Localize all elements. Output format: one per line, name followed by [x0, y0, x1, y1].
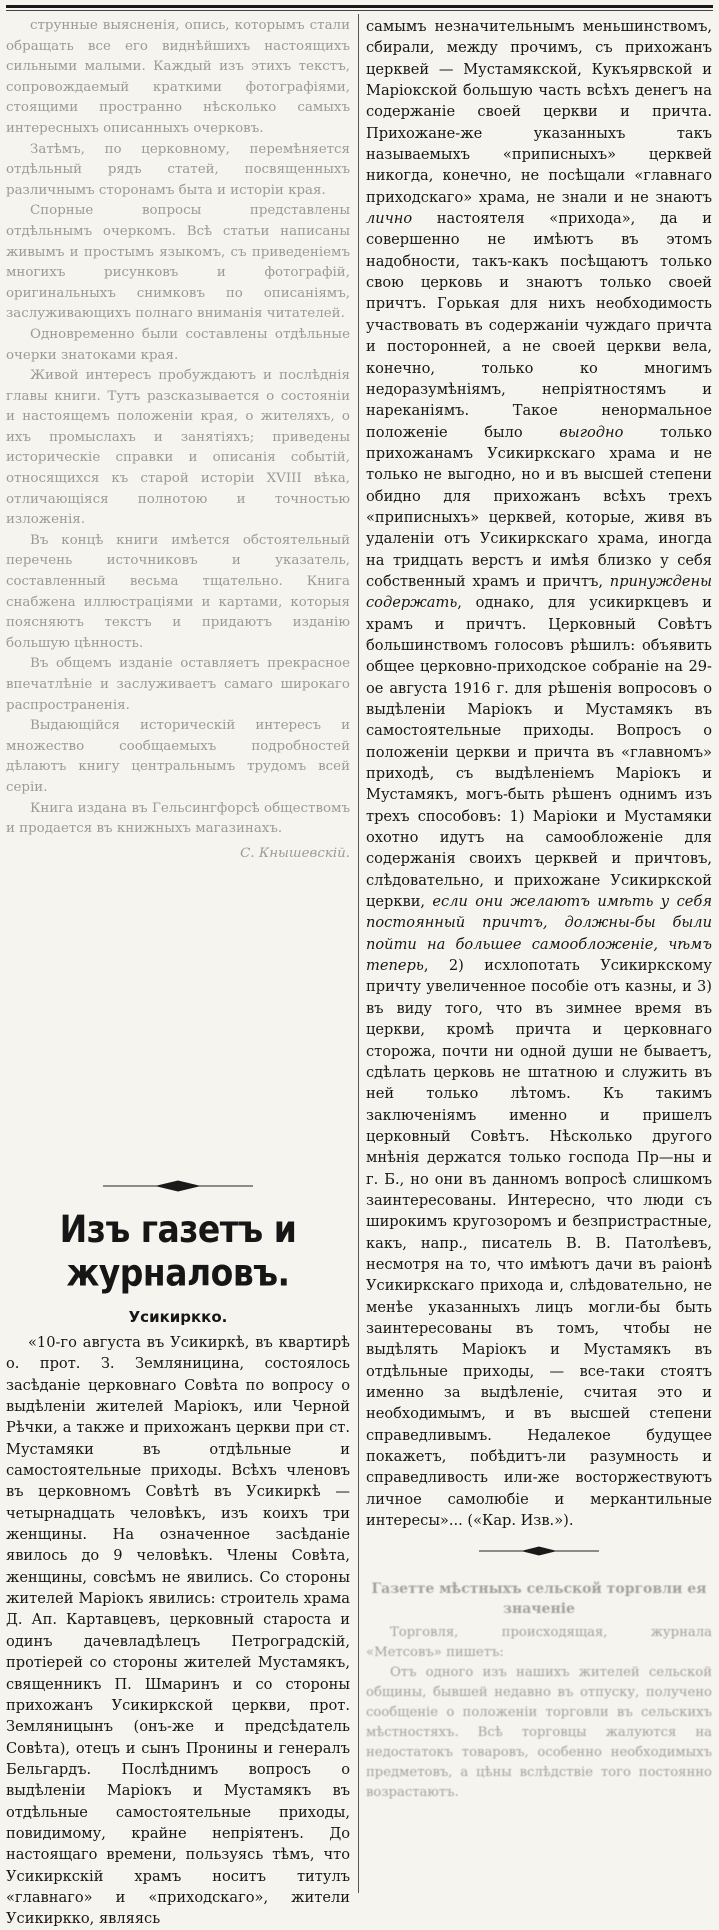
- section-divider-ornament: [6, 1176, 350, 1196]
- article-body: «10-го августа въ Усикиркѣ, въ квартирѣ о. прот. З. Земляницина, состоялось засѣданіе церковнаго Совѣта по вопросу о выдѣленіи жителей Маріокъ, или Черной Рѣчки, а также и прихожанъ церкви при ст. Мустамяки въ отдѣльные и самостоятельные приходы. Всѣхъ членовъ въ церковномъ Совѣтѣ въ Усикиркѣ — четырнадцать человѣкъ, изъ коихъ три женщины. На означенное засѣданіе явилось до 9 человѣкъ. Члены Совѣта, женщины, совсѣмъ не явились. Со стороны жителей Маріокъ явились: строитель храма Д. Ап. Картавцевъ, церковный староста и одинъ дачевладѣлецъ Петроградскій, протіерей со стороны жителей Мустамякъ, священникъ П. Шмаринъ и со стороны прихожанъ Усикиркской церкви, прот. Земляницынъ (онъ-же и предсѣдатель Совѣта), отецъ и сынъ Пронины и генералъ Бельгардъ. Послѣднимъ вопросъ о выдѣленіи Маріокъ и Мустамякъ въ отдѣльные самостоятельные приходы, повидимому, крайне непріятенъ. До настоящаго времени, пользуясь тѣмъ, что Усикиркскій храмъ носитъ титулъ «главнаго» и «приходскаго», жители Усикиркко, являясь: [6, 1334, 350, 1928]
- faded-paragraph: Въ общемъ изданіе оставляетъ прекрасное впечатлѣніе и заслуживаетъ самаго широкаго распространенія.: [6, 656, 350, 713]
- text-run: только прихожанамъ Усикиркскаго храма и не только не выгодно, но и въ высшей степени обидно для прихожанъ всѣхъ трехъ «приписныхъ» церквей, которые, живя въ удаленіи отъ Усикиркскаго храма, иногда на тридцать верстъ и имѣя близко у себя собственный храмъ и причтъ,: [366, 423, 712, 590]
- emphasized-text: если они желаютъ имѣть у себя постоянный причтъ, должны-бы были пойти на большее самообложеніе, чѣмъ теперь: [366, 893, 712, 975]
- article-end-ornament: [366, 1541, 712, 1561]
- faded-paragraph: струнные выясненія, опись, которымъ стали обращать все его виднѣйшихъ настоящихъ сильными малыми. Каждый изъ этихъ текстъ, сопровождаемый краткими фотографіями, стоящими пространно нѣсколько самыхъ интересныхъ описанныхъ очерковъ.: [6, 18, 350, 136]
- emphasized-text: лично: [366, 210, 413, 228]
- top-border-thin-rule: [6, 10, 713, 11]
- faded-next-article: [366, 1579, 712, 1803]
- text-run: , однако, для усикиркцевъ и храмъ и причтъ. Церковный Совѣтъ большинствомъ голосовъ рѣшилъ: объявить общее церковно-приходское собраніе на 29-ое августа 1916 г. для рѣшенія вопросовъ о выдѣленіи Маріокъ и Мустамякъ въ самостоятельные приходы. Вопросъ о положеніи церкви и причта въ «главномъ» приходѣ, съ выдѣленіемъ Маріокъ и Мустамякъ, могъ-быть рѣшенъ однимъ изъ трехъ способовъ: 1) Маріоки и Мустамяки охотно идутъ на самообложеніе для содержанія своихъ церквей и причтовъ, слѣдовательно, и прихожане Усикиркской церкви,: [366, 594, 712, 911]
- section-title: Изъ газетъ и журналовъ.: [59, 1207, 297, 1295]
- faded-signature: С. Кнышевскій.: [240, 845, 350, 861]
- text-run: самымъ незначительнымъ меньшинствомъ, сбирали, между прочимъ, съ прихожанъ церквей — Мустамякской, Кукъярвской и Маріокской большую часть всѣхъ денегъ на содержаніе своей церкви и причта. Прихожане-же указанныхъ такъ называемыхъ «приписныхъ» церквей никогда, конечно, не посѣщали «главнаго приходскаго» храма, не знали и не знаютъ: [366, 18, 712, 206]
- faded-paragraph: Одновременно были составлены отдѣльные очерки знатоками края.: [6, 326, 350, 363]
- faded-next-paragraph: Отъ одного изъ нашихъ жителей сельской общины, бывшей недавно въ отпуску, получено сообщеніе о положеніи торговли въ сельскихъ мѣстностяхъ. Всѣ торговцы жалуются на недостатокъ товаровъ, особенно необходимыхъ предметовъ, а цѣны вслѣдствіе того постоянно возрастаютъ.: [366, 1665, 712, 1801]
- faded-paragraph: Въ концѣ книги имѣется обстоятельный перечень источниковъ и указатель, составленный весьма тщательно. Книга снабжена иллюстраціями и картами, которыя поясняютъ текстъ и придаютъ изданію большую цѣнность.: [6, 532, 350, 651]
- faded-paragraph: Спорные вопросы представлены отдѣльнымъ очеркомъ. Всѣ статьи написаны живымъ и простымъ языкомъ, съ приведеніемъ многихъ рисунковъ и фотографій, оригинальныхъ снимковъ по описаніямъ, заслуживающихъ полнаго вниманія читателей.: [6, 203, 350, 322]
- faded-paragraph: Книга издана въ Гельсингфорсѣ обществомъ и продается въ книжныхъ магазинахъ.: [6, 800, 350, 837]
- faded-review-text: [6, 16, 350, 1168]
- top-border-rule: [6, 5, 713, 8]
- right-column: [366, 16, 712, 1803]
- column-divider: [358, 14, 359, 1893]
- faded-paragraph: Выдающійся историческій интересъ и множество сообщаемыхъ подробностей дѣлаютъ книгу центральнымъ трудомъ всей серіи.: [6, 718, 350, 795]
- left-column: [6, 16, 350, 1930]
- faded-paragraph: Живой интересъ пробуждаютъ и послѣднія главы книги. Тутъ разсказывается о состояніи и настоящемъ положеніи края, о жителяхъ, о ихъ промыслахъ и занятіяхъ; приведены историческіе справки и описанія событій, относящихся къ старой исторіи XVIII вѣка, отличающіяся полнотою и точностью изложенія.: [6, 368, 350, 528]
- article-body-continuation: [366, 16, 712, 1531]
- faded-next-article-heading: Газетте мѣстныхъ сельской торговли ея значеніе: [371, 1581, 707, 1618]
- faded-next-paragraph: Торговля, происходящая, журнала «Метсовъ» пишетъ:: [366, 1625, 712, 1661]
- text-run: настоятеля «прихода», да и совершенно не имѣютъ въ этомъ надобности, такъ-какъ посѣщаютъ только свою церковь и знаютъ только своей причтъ. Горькая для нихъ необходимость участвовать въ содержаніи чуждаго причта и посторонней, а не своей церкви вела, конечно, только ко многимъ недоразумѣніямъ, непріятностямъ и нареканіямъ. Такое ненормальное положеніе было: [366, 210, 712, 441]
- emphasized-text: принуждены содержать: [366, 572, 712, 612]
- emphasized-text: выгодно: [559, 423, 624, 441]
- text-run: , 2) исхлопотать Усикиркскому причту увеличенное пособіе отъ казны, и 3) въ виду того, что въ зимнее время въ церкви, кромѣ причта и церковнаго сторожа, почти ни одной души не бываетъ, сдѣлать церковь не штатною и служить въ ней только лѣтомъ. Къ такимъ заключеніямъ именно и пришелъ церковный Совѣтъ. Нѣсколько другого мнѣнія держатся только господа Пр—ны и г. Б., но они въ данномъ вопросѣ слишкомъ заинтересованы. Интересно, что люди съ широкимъ кругозоромъ и безпристрастные, какъ, напр., писатель В. В. Патолѣевъ, несмотря на то, что имѣютъ дачи въ раіонѣ Усикиркскаго прихода и, слѣдовательно, не менѣе указанныхъ лицъ могли-бы быть заинтересованы въ томъ, чтобы не выдѣлять Маріокъ и Мустамякъ въ отдѣльные приходы, — все-таки стоятъ именно за выдѣленіе, считая это и необходимымъ, и въ высшей степени справедливымъ. Недалекое будущее покажетъ, побѣдитъ-ли разумность и справедливость или-же восторжествуютъ личное самолюбіе и меркантильные интересы»... («Кар. Изв.»).: [366, 957, 712, 1530]
- faded-paragraph: Затѣмъ, по церковному, перемѣняется отдѣльный рядъ статей, посвященныхъ различнымъ сторонамъ быта и исторіи края.: [6, 141, 350, 198]
- article-title: Усикиркко.: [128, 1308, 228, 1326]
